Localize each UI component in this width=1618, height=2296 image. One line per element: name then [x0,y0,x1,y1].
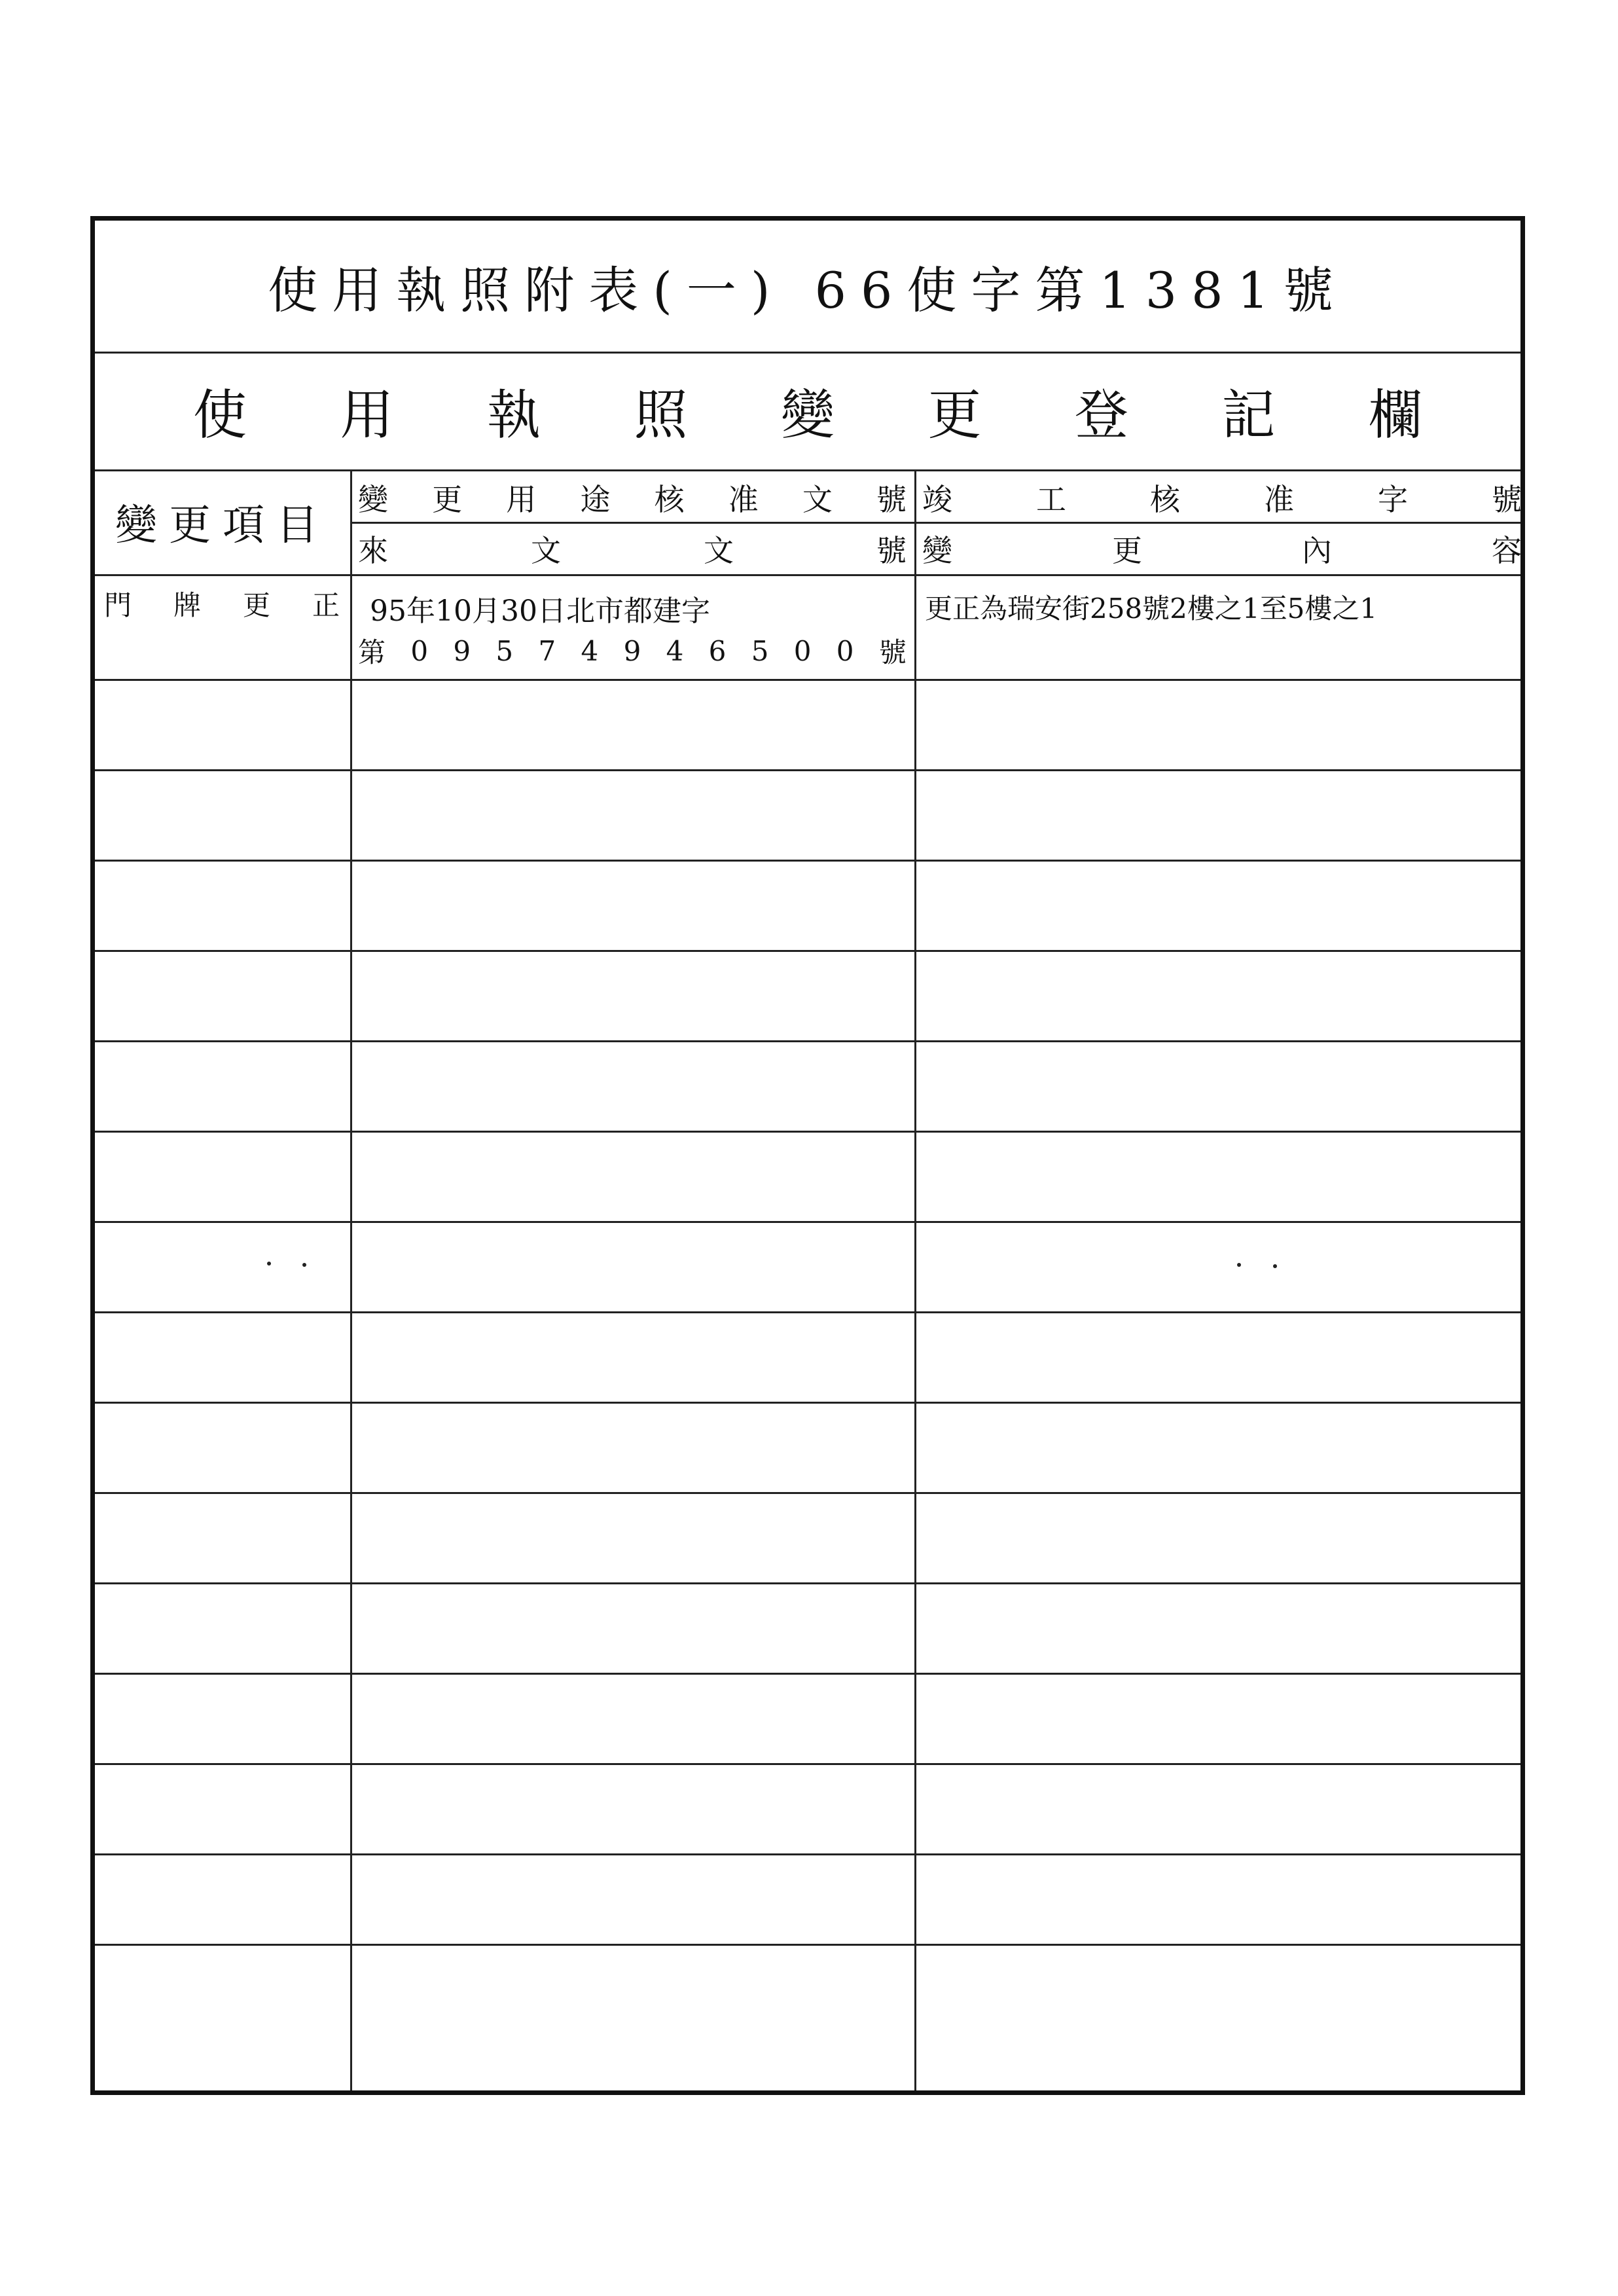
use-permit-change-form [90,216,1525,2095]
row-divider [95,1402,1520,1404]
entry-change-content: 更正為瑞安街258號2樓之1至5樓之1 [925,592,1378,625]
row-divider [95,679,1520,681]
row-divider [95,1582,1520,1584]
header-completion-approval-no: 竣 工 核 准 字 號 [922,482,1522,517]
scan-mark [267,1262,271,1266]
subtitle-char: 欄 [1368,384,1422,446]
column-divider-1 [350,469,352,2090]
header-mid-divider [350,522,1520,524]
subtitle-char: 執 [486,384,541,446]
subtitle-char: 照 [634,384,688,446]
subtitle-char: 記 [1221,384,1276,446]
entry-doc-line-2: 第 0 9 5 7 4 9 4 6 5 0 0 號 [358,634,907,668]
subtitle-char: 變 [780,384,835,446]
scan-mark [1273,1264,1277,1268]
header-change-item: 變更項目 [115,501,330,550]
row-divider [95,1131,1520,1133]
row-divider [95,950,1520,952]
row-divider [95,1040,1520,1042]
row-divider [95,1492,1520,1494]
header-change-content: 變 更 內 容 [922,533,1522,568]
row-divider [95,860,1520,862]
header-bottom-divider [95,574,1520,576]
row-divider [95,769,1520,771]
row-divider [95,1763,1520,1765]
row-divider [95,1221,1520,1223]
form-title: 使用執照附表(一) 66使字第1381號 [268,261,1348,319]
scan-mark [302,1263,306,1267]
subtitle-char: 登 [1074,384,1128,446]
scan-mark [1237,1263,1241,1267]
form-subtitle-row [95,352,1520,471]
subtitle-char: 使 [193,384,247,446]
row-divider [95,1853,1520,1855]
subtitle-char: 用 [340,384,394,446]
header-incoming-doc-no: 來 文 文 號 [358,533,907,568]
entry-change-item: 門 牌 更 正 [104,589,340,621]
form-subtitle [193,352,1422,469]
form-title-row [95,221,1520,354]
column-divider-2 [914,469,916,2090]
header-approval-doc-no: 變 更 用 途 核 准 文 號 [358,482,907,517]
entry-doc-line-1: 95年10月30日北市都建字 [370,594,710,628]
row-divider [95,1673,1520,1675]
row-divider [95,1944,1520,1946]
subtitle-char: 更 [927,384,982,446]
row-divider [95,1311,1520,1313]
